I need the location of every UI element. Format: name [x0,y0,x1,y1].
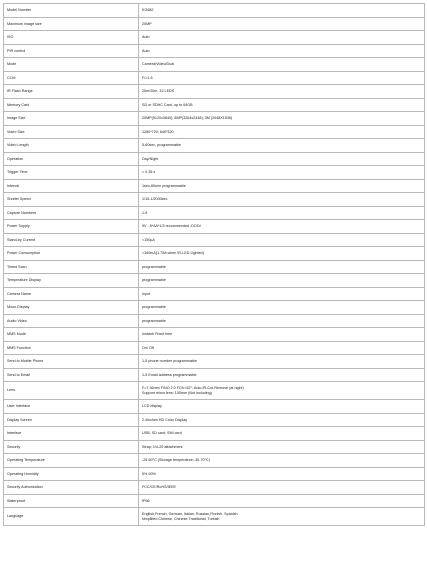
spec-value-line: 1-5 phone number programmable [142,359,197,364]
spec-label: Video Size [4,125,139,139]
spec-value-line: 1280*720; 640*320 [142,129,174,134]
spec-value [139,301,425,315]
spec-row [4,400,425,414]
spec-value-line: USB; SD card; SIM card [142,431,182,436]
spec-row [4,4,425,18]
spec-row [4,98,425,112]
spec-value [139,494,425,508]
spec-value-line: Day/Night [142,156,159,161]
spec-value-line: programmable [142,264,166,269]
spec-value [139,400,425,414]
spec-value [139,368,425,382]
spec-value [139,508,425,526]
spec-value [139,58,425,72]
spec-label: Audio Video [4,314,139,328]
spec-row [4,440,425,454]
spec-value-line: F=7.36mm F/NO 2.0 FOV=52°; Auto IR-Cut-Remove (at night) [142,386,244,391]
spec-label: CCM [4,71,139,85]
spec-value-line: 1/15-1/2000sec [142,197,168,202]
spec-value-line: 25m/20m, 32 LEDS [142,89,175,94]
spec-row [4,287,425,301]
spec-row [4,112,425,126]
spec-label: Waterproof [4,494,139,508]
spec-label: Security Authorization [4,481,139,495]
spec-value [139,98,425,112]
spec-row [4,220,425,234]
spec-row [4,508,425,526]
spec-value-line: Auto [142,35,150,40]
spec-table-body [4,4,425,526]
spec-value [139,440,425,454]
spec-value-line: On/ Off [142,345,154,350]
spec-row [4,152,425,166]
spec-value-line: 5-60sec, programmable [142,143,181,148]
spec-row [4,31,425,45]
spec-label: PIR control [4,44,139,58]
spec-value [139,166,425,180]
spec-value [139,125,425,139]
spec-row [4,193,425,207]
spec-value-line: 1-9 [142,210,148,215]
spec-label: Timed Scan [4,260,139,274]
spec-label: Trigger Time [4,166,139,180]
spec-row [4,368,425,382]
spec-label: Image Size [4,112,139,126]
spec-row [4,260,425,274]
spec-label: Send to Mobile Phone [4,355,139,369]
spec-value [139,274,425,288]
spec-value-line: Strap; 1/4-20 attachment [142,444,183,449]
spec-value [139,314,425,328]
spec-label: Memory Card [4,98,139,112]
spec-value [139,355,425,369]
spec-value [139,44,425,58]
spec-row [4,341,425,355]
spec-value-line: FCC/CE/RoHS/IEEE [142,485,177,490]
spec-row [4,454,425,468]
spec-value [139,382,425,400]
spec-row [4,314,425,328]
spec-label: Operating Temperature [4,454,139,468]
spec-value [139,112,425,126]
spec-row [4,427,425,441]
spec-label: Stand-by Current [4,233,139,247]
spec-row [4,71,425,85]
spec-label: Shutter Speed [4,193,139,207]
spec-value-line: Instant/ Fixed time [142,332,173,337]
spec-row [4,481,425,495]
spec-value-line: -25-60°C (Storage temperature:-30-70°C) [142,458,210,463]
spec-value-line: KG682 [142,8,154,13]
spec-label: Video Length [4,139,139,153]
spec-value [139,413,425,427]
spec-label: Camera Name [4,287,139,301]
spec-value-line: Auto [142,48,150,53]
spec-row [4,382,425,400]
spec-label: Maximum image size [4,17,139,31]
spec-label: Temperature Display [4,274,139,288]
spec-value [139,341,425,355]
spec-value [139,427,425,441]
spec-value [139,220,425,234]
spec-row [4,233,425,247]
spec-value [139,152,425,166]
spec-label: Interface [4,427,139,441]
spec-value [139,328,425,342]
spec-label: Model Number [4,4,139,18]
spec-value-line: programmable [142,305,166,310]
spec-value-line: IP66 [142,498,150,503]
spec-row [4,139,425,153]
spec-label: IR Flash Range [4,85,139,99]
spec-value-line: F/=1.6 [142,75,153,80]
spec-value [139,206,425,220]
spec-value-line: simplified Chinese, Chinese Traditional, Turkish [142,516,220,521]
spec-row [4,17,425,31]
spec-label: Power Consumption [4,247,139,261]
spec-value [139,193,425,207]
spec-label: Power Supply [4,220,139,234]
spec-value [139,31,425,45]
spec-value [139,260,425,274]
spec-value-line: programmable [142,318,166,323]
spec-value-line: < 0.35 s [142,170,156,175]
spec-value-line: <160mA(1.75A when IR-LED Lighted) [142,251,204,256]
spec-row [4,301,425,315]
spec-value [139,233,425,247]
spec-row [4,355,425,369]
spec-label: MMS Mode [4,328,139,342]
spec-value-line: Input [142,291,151,296]
spec-value-line: Camera/Video/Dual [142,62,175,67]
spec-table [3,3,425,526]
spec-value [139,139,425,153]
spec-label: User Interface [4,400,139,414]
spec-row [4,413,425,427]
spec-row [4,125,425,139]
spec-label: Operating Humidity [4,467,139,481]
spec-value [139,17,425,31]
spec-row [4,467,425,481]
spec-value [139,4,425,18]
spec-label: Security [4,440,139,454]
spec-value-line: 20MP(5120x3840); 8MP(3264x2448); 3M (2048X1536) [142,116,233,121]
spec-label: Display Screen [4,413,139,427]
spec-label: Mode [4,58,139,72]
spec-label: Interval [4,179,139,193]
spec-value [139,454,425,468]
spec-row [4,58,425,72]
spec-label: Capture Numbers [4,206,139,220]
spec-value-line: 5%-90% [142,471,156,476]
spec-row [4,494,425,508]
spec-label: Language [4,508,139,526]
spec-value-line: LCD display [142,404,162,409]
spec-row [4,247,425,261]
spec-value-line: SD or SDHC Card, up to 64GB [142,102,193,107]
spec-label: Operation [4,152,139,166]
spec-value [139,467,425,481]
spec-value-line: 20MP [142,21,152,26]
spec-value [139,247,425,261]
spec-label: ISO [4,31,139,45]
spec-label: Moon Display [4,301,139,315]
spec-value [139,287,425,301]
spec-value-line: Support micro lens: 150mm (Not including) [142,390,212,395]
spec-row [4,274,425,288]
spec-value-line: 2.4inches HD Color Display [142,417,188,422]
spec-value-line: 1-5 Email address programmable [142,372,197,377]
spec-value-line: English,French, German, Italian, Russian,Finnish, Spanish [142,512,238,517]
spec-value [139,481,425,495]
spec-value [139,179,425,193]
spec-value [139,71,425,85]
spec-row [4,85,425,99]
spec-row [4,179,425,193]
spec-value-line: <150µA [142,237,155,242]
spec-value-line: programmable [142,278,166,283]
spec-label: MMS Function [4,341,139,355]
spec-row [4,328,425,342]
spec-label: Lens [4,382,139,400]
spec-label: Send to Email [4,368,139,382]
spec-row [4,166,425,180]
spec-value-line: 9V ; 8*AA*1/3 recommended ;DC6V [142,224,202,229]
spec-value [139,85,425,99]
spec-row [4,206,425,220]
spec-row [4,44,425,58]
spec-value-line: 1sec-60min programmable [142,183,186,188]
